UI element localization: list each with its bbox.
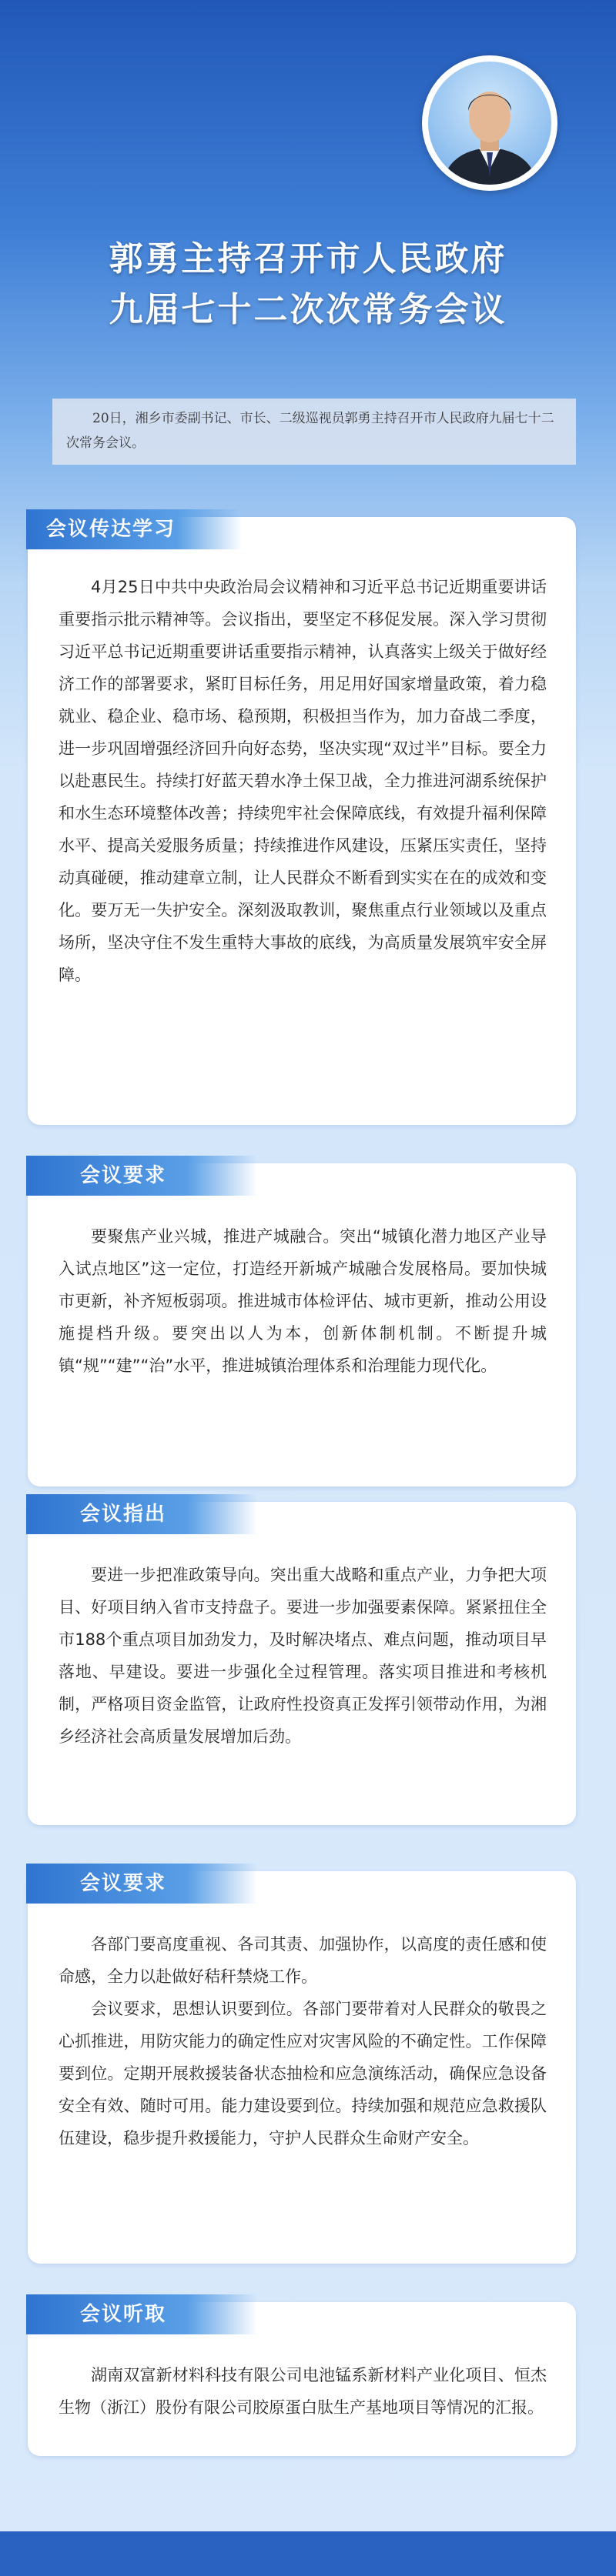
headline-line-2: 九届七十二次次常务会议 <box>109 290 507 329</box>
portrait-frame <box>422 55 557 191</box>
section-card-briefing <box>28 2302 576 2456</box>
section-tag: 会议指出 <box>26 1494 257 1534</box>
portrait-silhouette-icon <box>428 62 551 185</box>
section-paragraph: 要进一步把准政策导向。突出重大战略和重点产业，力争把大项目、好项目纳入省市支持盘子。要进一步加强要素保障。紧紧扭住全市188个重点项目加劲发力，及时解决堵点、难点问题，推动项目早落地、早建设。要进一步强化全过程管理。落实项目推进和考核机制，严格项目资金监管，让政府性投资真正发挥引领带动作用，为湘乡经济社会高质量发展增加后劲。 <box>59 1566 547 1746</box>
section-tag: 会议要求 <box>26 1156 257 1196</box>
section-card-points <box>28 1502 576 1825</box>
section-tag: 会议要求 <box>26 1864 257 1904</box>
section-card-requirements <box>28 1163 576 1487</box>
footer-bar <box>0 2531 616 2576</box>
headline-line-1: 郭勇主持召开市人民政府 <box>109 239 507 279</box>
official-portrait-photo <box>428 62 551 185</box>
section-paragraph: 湖南双富新材料科技有限公司电池锰系新材料产业化项目、恒杰生物（浙江）股份有限公司胶原蛋白肽生产基地项目等情况的汇报。 <box>59 2366 547 2417</box>
news-caption: 20日，湘乡市委副书记、市长、二级巡视员郭勇主持召开市人民政府九届七十二次常务会议。 <box>52 399 576 465</box>
section-paragraph: 4月25日中共中央政治局会议精神和习近平总书记近期重要讲话重要指示批示精神等。会议指出，要坚定不移促发展。深入学习贯彻习近平总书记近期重要讲话重要指示精神，认真落实上级关于做好经济工作的部署要求，紧盯目标任务，用足用好国家增量政策，着力稳就业、稳企业、稳市场、稳预期，积极担当作为，加力奋战二季度，进一步巩固增强经济回升向好态势，坚决实现“双过半”目标。要全力以赴惠民生。持续打好蓝天碧水净土保卫战，全力推进河湖系统保护和水生态环境整体改善；持续兜牢社会保障底线，有效提升福利保障水平、提高关爱服务质量；持续推进作风建设，压紧压实责任，坚持动真碰硬，推动建章立制，让人民群众不断看到实实在在的成效和变化。要万无一失护安全。深刻汲取教训，聚焦重点行业领域以及重点场所，坚决守住不发生重特大事故的底线，为高质量发展筑牢安全屏障。 <box>59 578 547 984</box>
section-tag: 会议传达学习 <box>26 509 242 549</box>
section-tag: 会议听取 <box>26 2294 257 2334</box>
section-card-study <box>28 517 576 1125</box>
section-card-requirements-2 <box>28 1871 576 2264</box>
section-paragraph: 要聚焦产业兴城，推进产城融合。突出“城镇化潜力地区产业导入试点地区”这一定位，打造经开新城产城融合发展格局。要加快城市更新，补齐短板弱项。推进城市体检评估、城市更新，推动公用设施提档升级。要突出以人为本，创新体制机制。不断提升城镇“规”“建”“治”水平，推进城镇治理体系和治理能力现代化。 <box>59 1227 547 1375</box>
section-paragraph: 会议要求，思想认识要到位。各部门要带着对人民群众的敬畏之心抓推进，用防灾能力的确定性应对灾害风险的不确定性。工作保障要到位。定期开展救援装备状态抽检和应急演练活动，确保应急设备安全有效、随时可用。能力建设要到位。持续加强和规范应急救援队伍建设，稳步提升救援能力，守护人民群众生命财产安全。 <box>59 2000 547 2147</box>
section-paragraph: 各部门要高度重视、各司其责、加强协作，以高度的责任感和使命感，全力以赴做好秸秆禁烧工作。 <box>59 1935 547 1986</box>
